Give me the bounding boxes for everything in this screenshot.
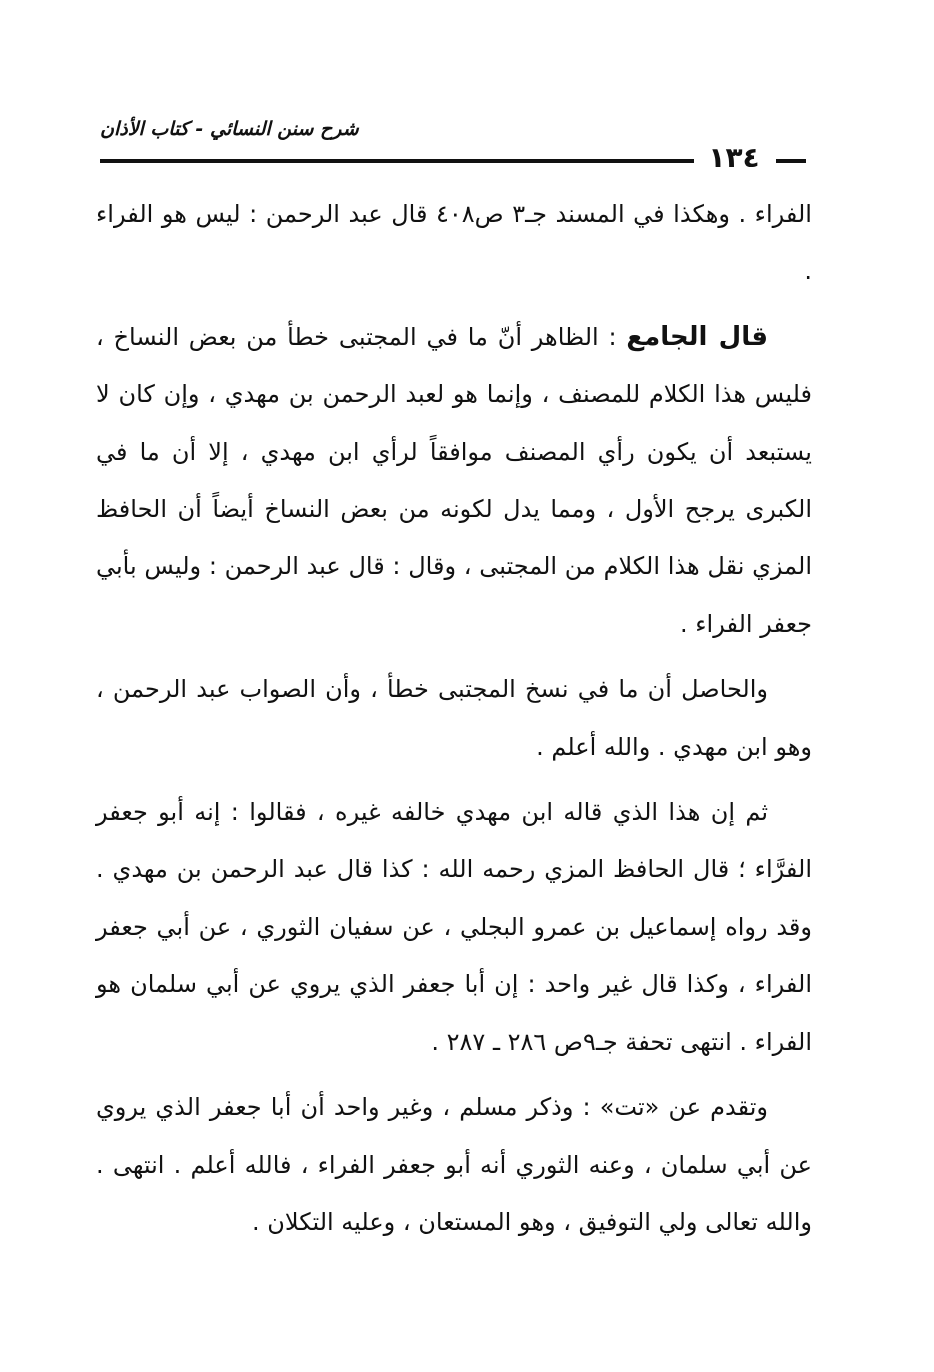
paragraph-text: : الظاهر أنّ ما في المجتبى خطأ من بعض النساخ ، فليس هذا الكلام للمصنف ، وإنما هو لعبد الرحمن بن مهدي ، وإن كان لا يستبعد أن يكون رأي المصنف موافقاً لرأي ابن مهدي ، إلا أن ما في الكبرى يرجح الأول ، ومما يدل لكونه من بعض النساخ أيضاً أن الحافظ المزي نقل هذا الكلام من المجتبى ، وقال : قال عبد الرحمن : وليس بأبي جعفر الفراء . [96,322,812,638]
paragraph-3 [96,661,812,776]
paragraph-2 [96,309,812,653]
paragraph-text: والحاصل أن ما في نسخ المجتبى خطأ ، وأن الصواب عبد الرحمن ، وهو ابن مهدي . والله أعلم . [96,675,812,761]
running-title: شرح سنن النسائي - كتاب الأذان [100,118,359,140]
paragraph-text: ثم إن هذا الذي قاله ابن مهدي خالفه غيره ، فقالوا : إنه أبو جعفر الفرَّاء ؛ قال الحافظ المزي رحمه الله : كذا قال عبد الرحمن بن مهدي . وقد رواه إسماعيل بن عمرو البجلي ، عن سفيان الثوري ، عن أبي جعفر الفراء ، وكذا قال غير واحد : إن أبا جعفر الذي يروي عن أبي سلمان هو الفراء . انتهى تحفة جـ٩ص ٢٨٦ ـ ٢٨٧ . [96,798,812,1056]
page-number-rule [776,159,806,163]
page-number: ١٣٤ [708,141,760,174]
paragraph-text: الفراء . وهكذا في المسند جـ٣ ص٤٠٨ قال عبد الرحمن : ليس هو الفراء . [96,200,812,286]
paragraph-4 [96,784,812,1071]
paragraph-lead: قال الجامع [626,321,768,352]
paragraph-text: وتقدم عن «تت» : وذكر مسلم ، وغير واحد أن أبا جعفر الذي يروي عن أبي سلمان ، وعنه الثوري أنه أبو جعفر الفراء ، فالله أعلم . انتهى . والله تعالى ولي التوفيق ، وهو المستعان ، وعليه التكلان . [96,1093,812,1236]
body-text [96,186,812,1259]
header-rule [100,159,694,163]
paragraph-5 [96,1079,812,1251]
paragraph-1 [96,186,812,301]
